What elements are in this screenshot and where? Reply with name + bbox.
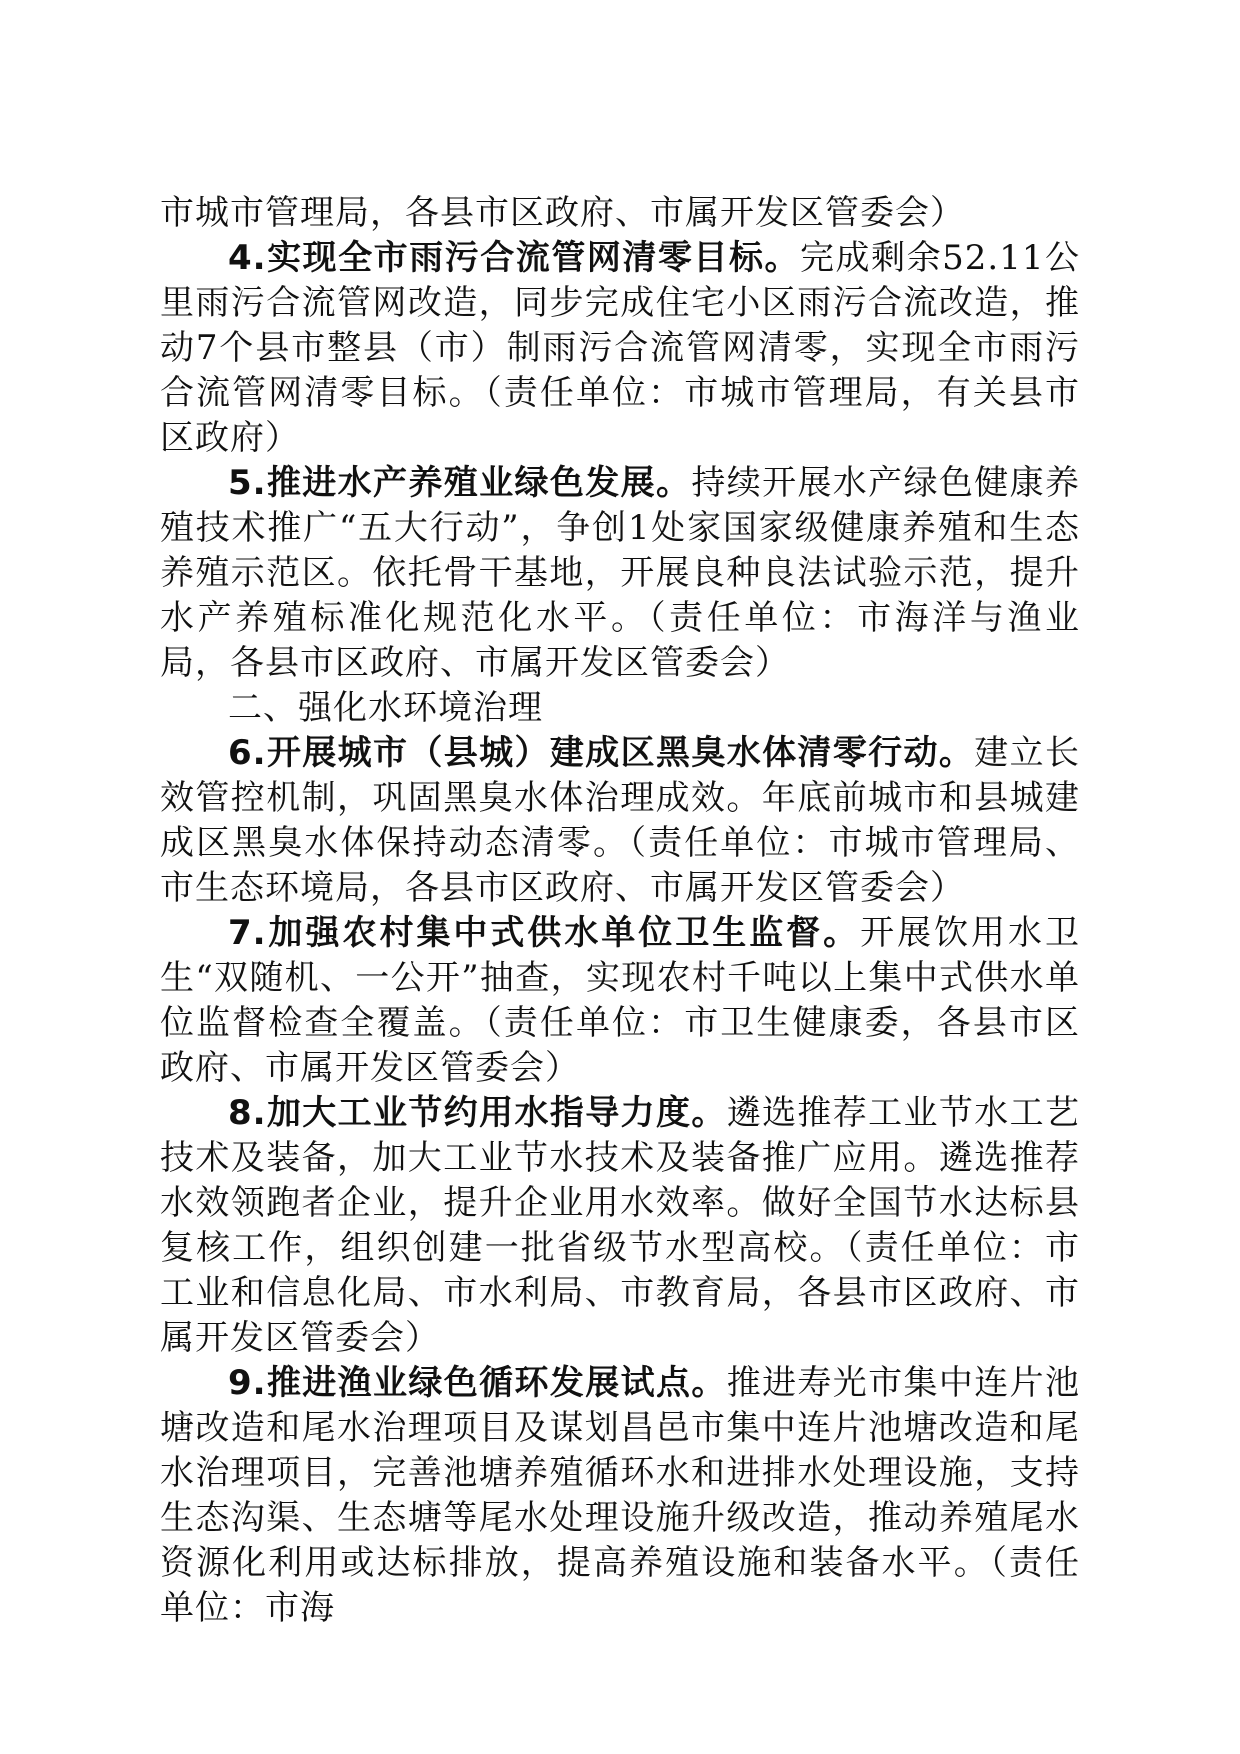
document-body bbox=[160, 191, 1080, 1631]
paragraph-item-8 bbox=[160, 1091, 1080, 1361]
paragraph-item-7 bbox=[160, 911, 1080, 1091]
paragraph-body: 建立长效管控机制，巩固黑臭水体治理成效。年底前城市和县城建成区黑臭水体保持动态清零。（责任单位：市城市管理局、市生态环境局，各县市区政府、市属开发区管委会） bbox=[160, 733, 1080, 908]
paragraph-heading: 6.开展城市（县城）建成区黑臭水体清零行动。 bbox=[228, 733, 975, 773]
paragraph-heading: 5.推进水产养殖业绿色发展。 bbox=[228, 463, 692, 503]
paragraph-heading: 8.加大工业节约用水指导力度。 bbox=[228, 1093, 727, 1133]
paragraph-body: 遴选推荐工业节水工艺技术及装备，加大工业节水技术及装备推广应用。遴选推荐水效领跑者企业，提升企业用水效率。做好全国节水达标县复核工作，组织创建一批省级节水型高校。（责任单位：市工业和信息化局、市水利局、市教育局，各县市区政府、市属开发区管委会） bbox=[160, 1093, 1080, 1358]
paragraph-body: 开展饮用水卫生“双随机、一公开”抽查，实现农村千吨以上集中式供水单位监督检查全覆盖。（责任单位：市卫生健康委，各县市区政府、市属开发区管委会） bbox=[160, 913, 1081, 1088]
paragraph-heading: 4.实现全市雨污合流管网清零目标。 bbox=[228, 238, 801, 278]
paragraph-item-9 bbox=[160, 1361, 1080, 1631]
paragraph-body: 市城市管理局，各县市区政府、市属开发区管委会） bbox=[160, 193, 965, 233]
paragraph-heading: 7.加强农村集中式供水单位卫生监督。 bbox=[228, 913, 861, 953]
paragraph-body: 推进寿光市集中连片池塘改造和尾水治理项目及谋划昌邑市集中连片池塘改造和尾水治理项目，完善池塘养殖循环水和进排水处理设施，支持生态沟渠、生态塘等尾水处理设施升级改造，推动养殖尾水资源化利用或达标排放，提高养殖设施和装备水平。（责任单位：市海 bbox=[160, 1363, 1080, 1628]
paragraph-item-6 bbox=[160, 731, 1080, 911]
paragraph-item-5 bbox=[160, 461, 1080, 686]
paragraph-continuation bbox=[160, 191, 1080, 236]
paragraph-body: 完成剩余52.11公里雨污合流管网改造，同步完成住宅小区雨污合流改造，推动7个县市整县（市）制雨污合流管网清零，实现全市雨污合流管网清零目标。（责任单位：市城市管理局，有关县市区政府） bbox=[160, 238, 1080, 458]
paragraph-heading: 9.推进渔业绿色循环发展试点。 bbox=[228, 1363, 727, 1403]
paragraph-item-4 bbox=[160, 236, 1080, 461]
section-heading: 二、强化水环境治理 bbox=[228, 688, 543, 728]
paragraph-body: 持续开展水产绿色健康养殖技术推广“五大行动”，争创1处家国家级健康养殖和生态养殖示范区。依托骨干基地，开展良种良法试验示范，提升水产养殖标准化规范化水平。（责任单位：市海洋与渔业局，各县市区政府、市属开发区管委会） bbox=[160, 463, 1081, 683]
